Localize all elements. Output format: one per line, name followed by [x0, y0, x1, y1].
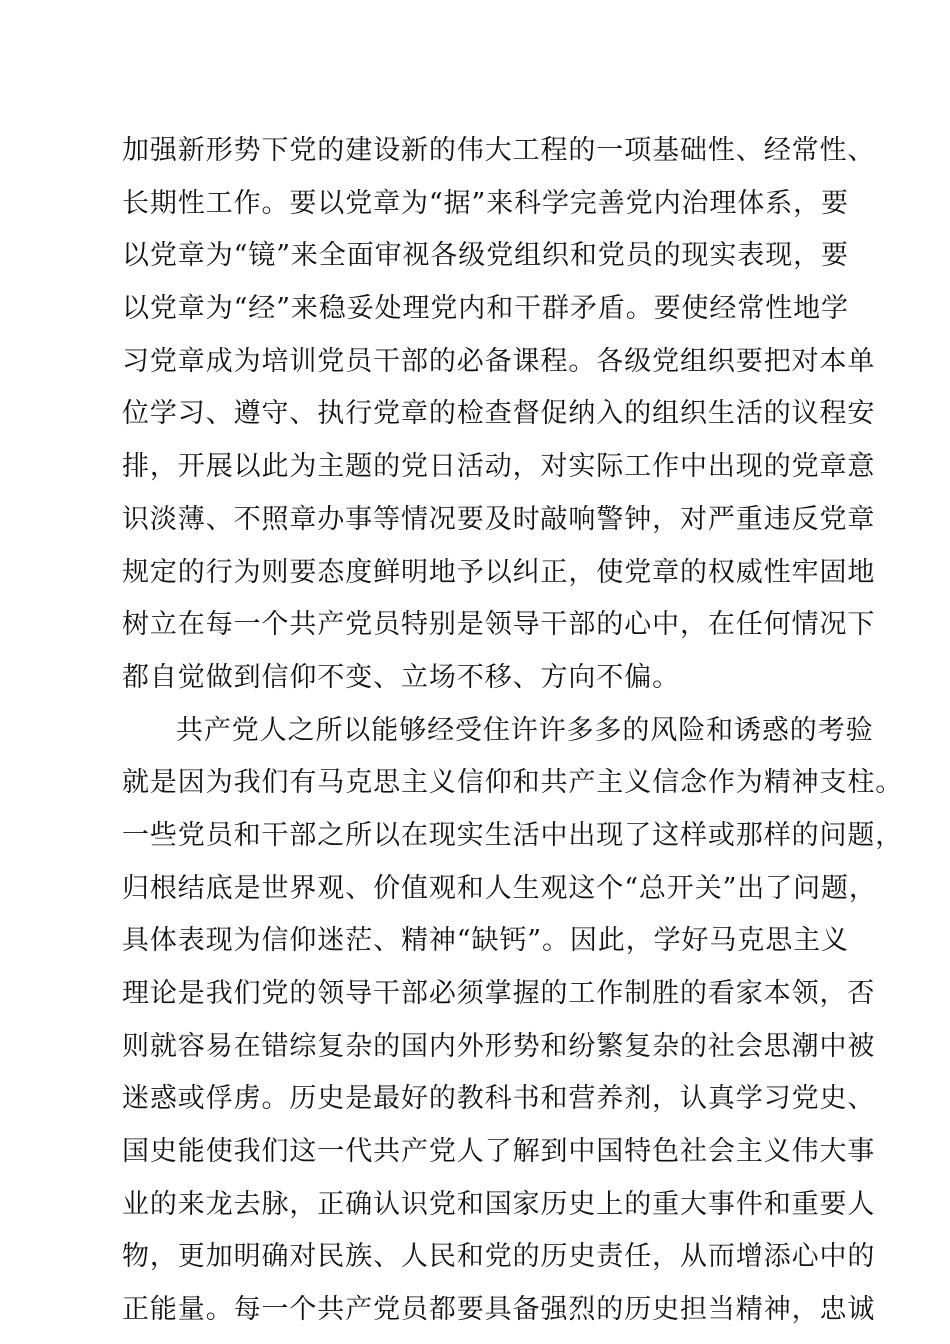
text-line: 正能量。每一个共产党员都要具备强烈的历史担当精神，忠诚 — [122, 1294, 876, 1326]
text-line: 位学习、遵守、执行党章的检查督促纳入的组织生活的议程安 — [122, 398, 876, 430]
text-line: 规定的行为则要态度鲜明地予以纠正，使党章的权威性牢固地 — [122, 556, 876, 588]
paragraph-start-line: 共产党人之所以能够经受住许许多多的风险和诱惑的考验 — [176, 714, 874, 746]
text-line: 理论是我们党的领导干部必须掌握的工作制胜的看家本领，否 — [122, 978, 876, 1009]
text-line: 树立在每一个共产党员特别是领导干部的心中，在任何情况下 — [122, 609, 876, 641]
text-line: 业的来龙去脉，正确认识党和国家历史上的重大事件和重要人 — [122, 1188, 876, 1220]
text-line: 识淡薄、不照章办事等情况要及时敲响警钟，对严重违反党章 — [122, 503, 876, 535]
text-line: 以党章为“镜”来全面审视各级党组织和党员的现实表现，要 — [122, 240, 849, 272]
text-line: 以党章为“经”来稳妥处理党内和干群矛盾。要使经常性地学 — [122, 293, 849, 325]
body-text — [122, 125, 904, 1337]
text-line: 就是因为我们有马克思主义信仰和共产主义信念作为精神支柱。 — [122, 767, 904, 799]
text-line: 一些党员和干部之所以在现实生活中出现了这样或那样的问题， — [122, 819, 904, 851]
text-line: 加强新形势下党的建设新的伟大工程的一项基础性、经常性、 — [122, 135, 876, 166]
text-line: 长期性工作。要以党章为“据”来科学完善党内治理体系，要 — [122, 187, 849, 219]
text-line: 物，更加明确对民族、人民和党的历史责任，从而增添心中的 — [122, 1241, 876, 1273]
text-line: 归根结底是世界观、价值观和人生观这个“总开关”出了问题， — [122, 872, 877, 904]
text-line: 迷惑或俘虏。历史是最好的教科书和营养剂，认真学习党史、 — [122, 1083, 876, 1115]
text-line: 国史能使我们这一代共产党人了解到中国特色社会主义伟大事 — [122, 1136, 876, 1168]
text-line: 具体表现为信仰迷茫、精神“缺钙”。因此，学好马克思主义 — [122, 925, 849, 957]
text-line: 习党章成为培训党员干部的必备课程。各级党组织要把对本单 — [122, 345, 876, 377]
text-line: 排，开展以此为主题的党日活动，对实际工作中出现的党章意 — [122, 451, 876, 483]
text-line: 都自觉做到信仰不变、立场不移、方向不偏。 — [122, 661, 680, 693]
text-line: 则就容易在错综复杂的国内外形势和纷繁复杂的社会思潮中被 — [122, 1030, 876, 1062]
